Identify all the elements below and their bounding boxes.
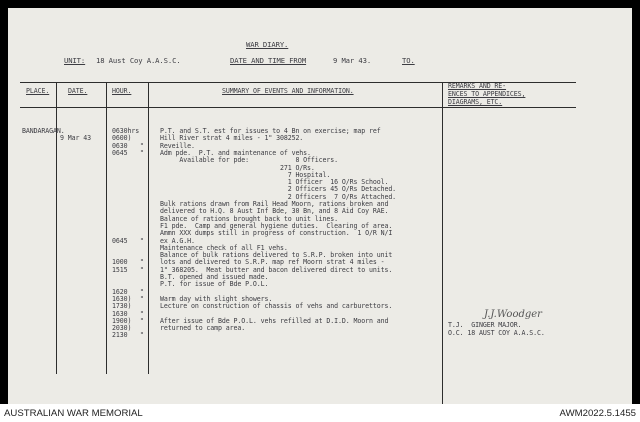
summary-line: After issue of Bde P.O.L. vehs refilled at D.I.D. Moorn and [160,316,389,325]
column-divider-3 [148,82,149,374]
col-header-remarks-3: DIAGRAMS, ETC. [448,98,503,106]
summary-line: returned to camp area. [160,324,246,333]
column-divider-4 [442,82,443,404]
col-header-summary: SUMMARY OF EVENTS AND INFORMATION. [222,87,354,95]
column-divider-1 [56,82,57,374]
footer-source: AUSTRALIAN WAR MEMORIAL [4,408,143,419]
entry-place: BANDARAGAN. [22,127,65,135]
archive-footer [0,404,640,422]
col-header-hour: HOUR. [112,87,132,95]
hour-entry: 2030) [112,324,132,333]
ditto-mark: " [136,236,144,245]
summary-line: Lecture on construction of chassis of vehs and carburettors. [160,302,393,311]
summary-line: 1" 368205. Meat butter and bacon delivered direct to units. [160,265,393,274]
hour-entry: 2130 [112,331,128,340]
date-value: 9 Mar 43. [333,56,372,65]
war-diary-sheet [8,8,632,404]
ditto-mark: " [136,294,144,303]
ditto-mark: " [136,265,144,274]
hour-entry: 1000 [112,258,128,267]
entry-date: 9 Mar 43 [60,134,91,142]
footer-accession: AWM2022.5.1455 [559,408,636,419]
summary-line: B.T. opened and issued made. [160,273,269,281]
handwritten-signature: J.J.Woodger [484,309,542,320]
summary-line: Maintenance check of all F1 vehs. [160,243,288,252]
hour-entry: 0630 [112,141,128,150]
hour-entry: 0630hrs [112,127,140,135]
summary-line: Warm day with slight showers. [160,294,273,303]
hour-entry: 1620 [112,287,128,296]
hour-entry: 0645 [112,148,128,157]
col-header-place: PLACE. [26,87,50,95]
ditto-mark: " [136,331,144,340]
col-header-remarks-1: REMARKS AND RE- [448,82,507,90]
summary-line: Available for pde: 8 Officers. [160,156,339,165]
summary-line: P.T. for issue of Bde P.O.L. [160,280,269,289]
summary-line: lots and delivered to S.R.P. map ref Moorn strat 4 miles - [160,258,385,267]
summary-line: delivered to H.Q. 8 Aust Inf Bde, 30 Bn, and 8 Aid Coy RAE. [160,207,389,216]
summary-line: 1 Officer 16 O/Rs School. [160,178,389,187]
to-label: TO. [402,56,415,65]
hour-entry: 1515 [112,265,128,274]
date-label: DATE AND TIME FROM [230,56,307,65]
hour-entry: 1630) [112,294,132,303]
diary-title: WAR DIARY. [246,40,289,49]
summary-line: 2 Officers 45 O/Rs Detached. [160,185,397,194]
hour-entry: 1900) [112,316,132,325]
signatory-unit: O.C. 18 AUST COY A.A.S.C. [448,329,545,337]
summary-line: ex A.G.H. [160,236,195,245]
ditto-mark: " [136,309,144,318]
summary-line: Reveille. [160,141,195,150]
column-divider-2 [106,82,107,374]
summary-line: Balance of bulk rations delivered to S.R.P. broken into unit [160,251,393,260]
summary-line: Adm pde. P.T. and maintenance of vehs. [160,148,311,157]
ditto-mark: " [136,258,144,267]
hour-entry: 0645 [112,236,128,245]
summary-line: F1 pde. Camp and general hygiene duties. Clearing of area. [160,221,393,230]
ditto-mark: " [136,148,144,157]
summary-line: Balance of rations brought back to unit lines. [160,214,339,223]
unit-value: 18 Aust Coy A.A.S.C. [96,56,181,65]
summary-line: 7 Hospital. [160,170,331,179]
hour-entry: 0600) [112,134,132,143]
ditto-mark: " [136,316,144,325]
header-bottom-rule [20,107,576,108]
ditto-mark: " [136,287,144,296]
summary-line: Hill River strat 4 miles - 1" 308252. [160,134,304,143]
hour-entry: 1630 [112,309,128,318]
signatory-name: T.J. GINGER MAJOR. [448,321,522,329]
summary-line: Ammn XXX dumps still in progress of construction. 1 O/R N/I [160,229,393,238]
col-header-date: DATE. [68,87,88,95]
col-header-remarks-2: ENCES TO APPENDICES, [448,90,526,98]
hour-entry: 1730) [112,302,132,311]
summary-line: P.T. and S.T. est for issues to 4 Bn on exercise; map ref [160,127,381,135]
summary-line: 271 O/Rs. [160,163,315,172]
ditto-mark: " [136,141,144,150]
unit-label: UNIT: [64,56,86,65]
summary-line: Bulk rations drawn from Rail Head Moorn, rations broken and [160,200,389,208]
summary-line: 2 Officers 7 O/Rs Attached. [160,192,397,201]
